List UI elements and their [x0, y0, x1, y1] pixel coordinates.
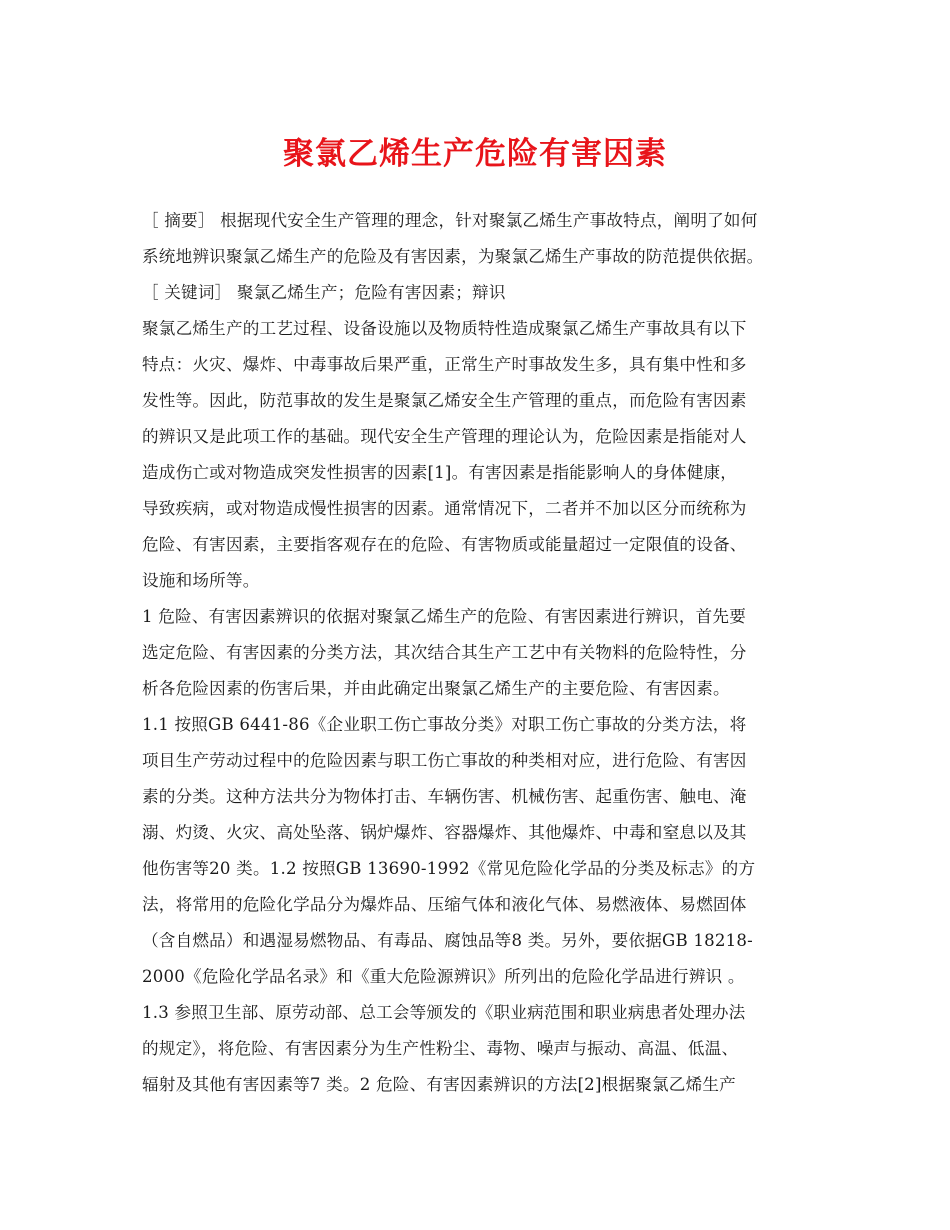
- document-body: [142, 203, 832, 1103]
- body-line: 2000《危险化学品名录》和《重大危险源辨识》所列出的危险化学品进行辨识 。: [142, 967, 745, 986]
- body-line: 他伤害等20 类。1.2 按照GB 13690-1992《常见危险化学品的分类及标志》的方: [142, 859, 756, 878]
- body-line: （含自燃品）和遇湿易燃物品、有毒品、腐蚀品等8 类。另外，要依据GB 18218-: [142, 931, 753, 950]
- body-line: 溺、灼烫、火灾、高处坠落、锅炉爆炸、容器爆炸、其他爆炸、中毒和窒息以及其: [142, 823, 747, 842]
- body-line: 聚氯乙烯生产的工艺过程、设备设施以及物质特性造成聚氯乙烯生产事故具有以下: [142, 319, 747, 338]
- body-line: 造成伤亡或对物造成突发性损害的因素[1]。有害因素是指能影响人的身体健康，: [142, 463, 738, 482]
- body-line: 系统地辨识聚氯乙烯生产的危险及有害因素，为聚氯乙烯生产事故的防范提供依据。: [142, 247, 764, 266]
- body-line: 选定危险、有害因素的分类方法，其次结合其生产工艺中有关物料的危险特性，分: [142, 643, 747, 662]
- body-line: 的辨识又是此项工作的基础。现代安全生产管理的理论认为，危险因素是指能对人: [142, 427, 747, 446]
- document-title: 聚氯乙烯生产危险有害因素: [283, 136, 667, 172]
- body-line: 项目生产劳动过程中的危险因素与职工伤亡事故的种类相对应，进行危险、有害因: [142, 751, 747, 770]
- body-line: 发性等。因此，防范事故的发生是聚氯乙烯安全生产管理的重点，而危险有害因素: [142, 391, 747, 410]
- body-line: 的规定》，将危险、有害因素分为生产性粉尘、毒物、噪声与振动、高温、低温、: [142, 1039, 739, 1058]
- body-line: ［ 摘要］ 根据现代安全生产管理的理念，针对聚氯乙烯生产事故特点，阐明了如何: [142, 211, 758, 230]
- body-line: 1 危险、有害因素辨识的依据对聚氯乙烯生产的危险、有害因素进行辨识，首先要: [142, 607, 747, 626]
- body-line: 危险、有害因素，主要指客观存在的危险、有害物质或能量超过一定限值的设备、: [142, 535, 747, 554]
- body-line: 特点：火灾、爆炸、中毒事故后果严重，正常生产时事故发生多，具有集中性和多: [142, 355, 747, 374]
- body-line: ［ 关键词］ 聚氯乙烯生产；危险有害因素；辩识: [142, 283, 506, 302]
- body-line: 1.3 参照卫生部、原劳动部、总工会等颁发的《职业病范围和职业病患者处理办法: [142, 1003, 746, 1022]
- body-line: 设施和场所等。: [142, 571, 260, 590]
- body-line: 导致疾病，或对物造成慢性损害的因素。通常情况下，二者并不加以区分而统称为: [142, 499, 747, 518]
- body-line: 析各危险因素的伤害后果，并由此确定出聚氯乙烯生产的主要危险、有害因素。: [142, 679, 730, 698]
- body-line: 1.1 按照GB 6441-86《企业职工伤亡事故分类》对职工伤亡事故的分类方法，将: [142, 715, 747, 734]
- body-line: 素的分类。这种方法共分为物体打击、车辆伤害、机械伤害、起重伤害、触电、淹: [142, 787, 747, 806]
- body-line: 法，将常用的危险化学品分为爆炸品、压缩气体和液化气体、易燃液体、易燃固体: [142, 895, 747, 914]
- body-line: 辐射及其他有害因素等7 类。2 危险、有害因素辨识的方法[2]根据聚氯乙烯生产: [142, 1075, 736, 1094]
